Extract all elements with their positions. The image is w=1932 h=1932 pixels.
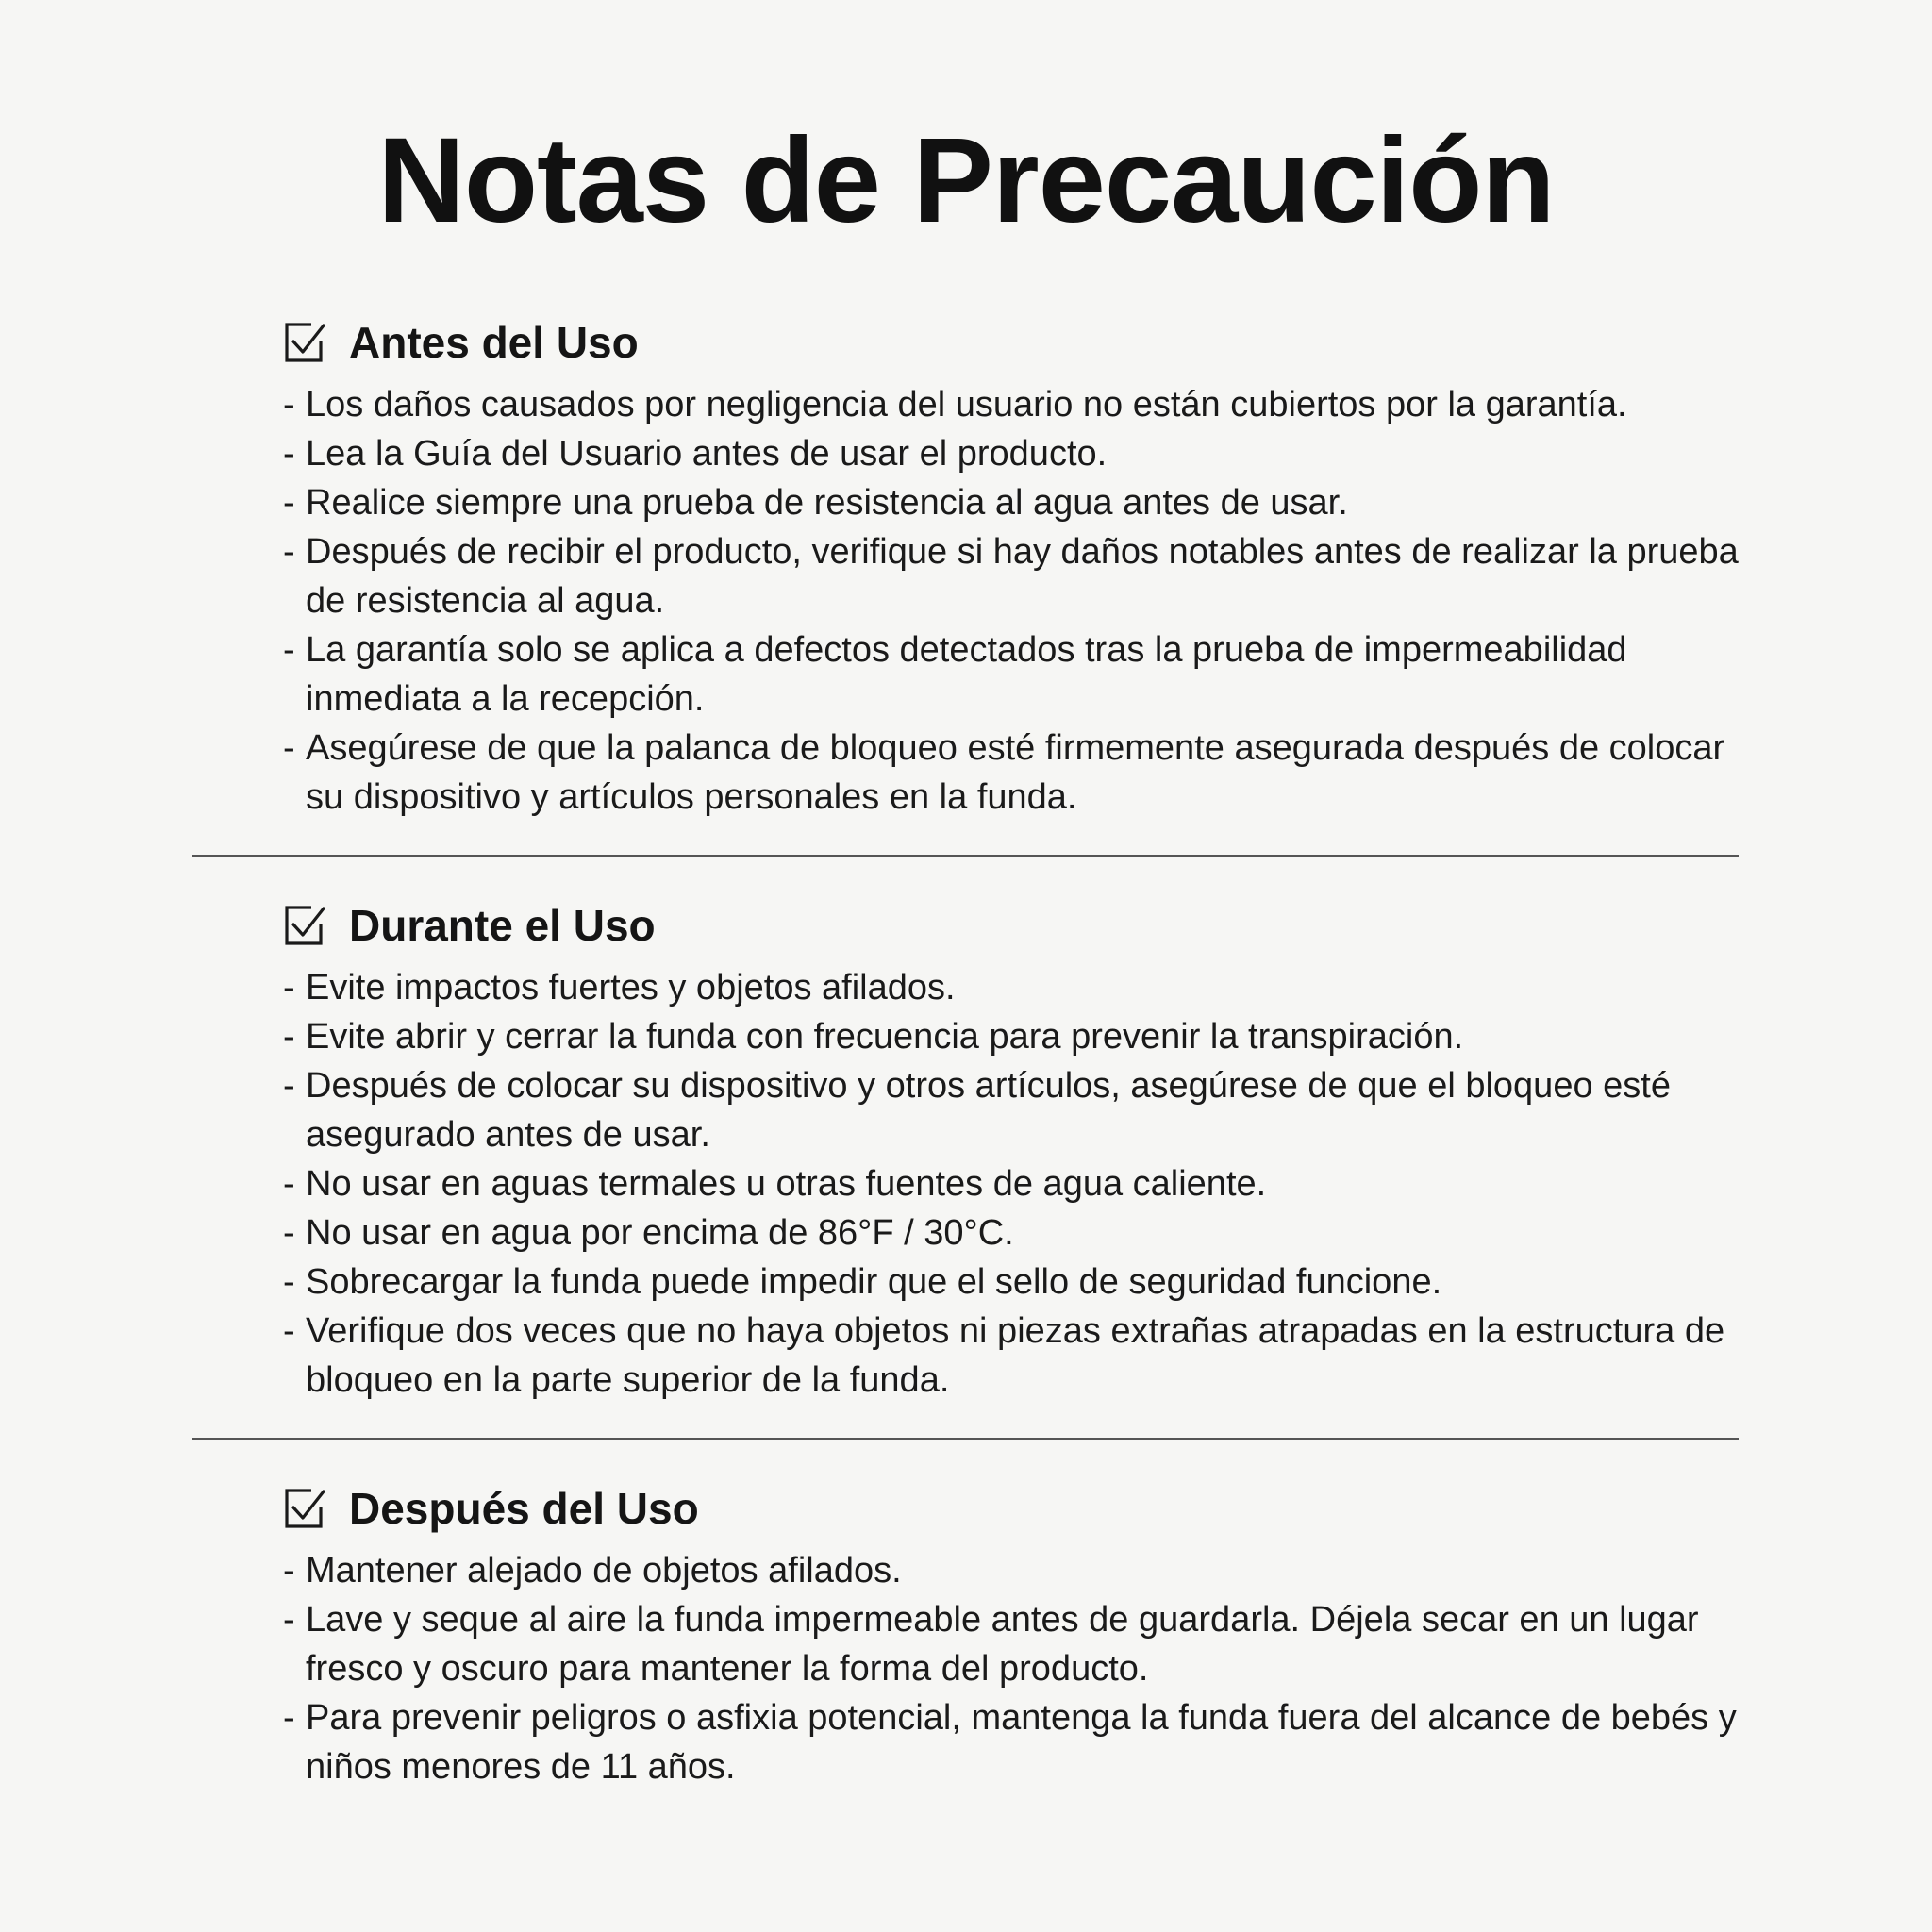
checkbox-checked-icon bbox=[283, 904, 326, 947]
precaution-list bbox=[283, 380, 1755, 822]
precaution-list bbox=[283, 963, 1755, 1405]
list-item-text: Lave y seque al aire la funda impermeable antes de guardarla. Déjela secar en un lugar fresco y oscuro para mantener la forma del producto. bbox=[306, 1600, 1699, 1689]
list-item-text: Para prevenir peligros o asfixia potencial, mantenga la funda fuera del alcance de bebés y niños menores de 11 años. bbox=[306, 1698, 1737, 1787]
list-marker: - bbox=[283, 1551, 295, 1591]
checkbox-checked-icon bbox=[283, 1487, 326, 1530]
page-title: Notas de Precaución bbox=[377, 113, 1555, 248]
list-item bbox=[283, 429, 1755, 478]
section-title: Después del Uso bbox=[349, 1484, 699, 1533]
list-item bbox=[283, 1257, 1755, 1307]
list-marker: - bbox=[283, 1164, 295, 1204]
section-before-use bbox=[283, 314, 1755, 822]
list-item bbox=[283, 625, 1755, 724]
list-marker: - bbox=[283, 385, 295, 425]
list-marker: - bbox=[283, 434, 295, 474]
list-item-text: La garantía solo se aplica a defectos detectados tras la prueba de impermeabilidad inmediata a la recepción. bbox=[306, 630, 1627, 719]
list-item bbox=[283, 1595, 1755, 1693]
list-marker: - bbox=[283, 1262, 295, 1302]
list-item-text: No usar en agua por encima de 86°F / 30°C. bbox=[306, 1213, 1014, 1253]
list-item-text: Asegúrese de que la palanca de bloqueo esté firmemente asegurada después de colocar su dispositivo y artículos personales en la funda. bbox=[306, 728, 1725, 817]
section-header bbox=[283, 1480, 1755, 1537]
list-item bbox=[283, 1546, 1755, 1595]
section-after-use bbox=[283, 1480, 1755, 1791]
section-during-use bbox=[283, 897, 1755, 1405]
list-item-text: Verifique dos veces que no haya objetos ni piezas extrañas atrapadas en la estructura de bloqueo en la parte superior de la funda. bbox=[306, 1311, 1725, 1400]
list-item-text: No usar en aguas termales u otras fuentes de agua caliente. bbox=[306, 1164, 1267, 1204]
list-item-text: Después de recibir el producto, verifique si hay daños notables antes de realizar la prueba de resistencia al agua. bbox=[306, 532, 1739, 621]
section-divider bbox=[192, 855, 1739, 857]
section-divider bbox=[192, 1438, 1739, 1440]
checkbox-checked-icon bbox=[283, 321, 326, 364]
section-title: Durante el Uso bbox=[349, 901, 656, 950]
list-marker: - bbox=[283, 1311, 295, 1351]
list-item bbox=[283, 1061, 1755, 1159]
list-item bbox=[283, 963, 1755, 1012]
list-item-text: Mantener alejado de objetos afilados. bbox=[306, 1551, 902, 1591]
list-marker: - bbox=[283, 1213, 295, 1253]
list-marker: - bbox=[283, 1600, 295, 1640]
list-marker: - bbox=[283, 532, 295, 572]
list-item bbox=[283, 527, 1755, 625]
list-item bbox=[283, 1208, 1755, 1257]
list-item bbox=[283, 1307, 1755, 1405]
list-item bbox=[283, 1012, 1755, 1061]
list-marker: - bbox=[283, 1698, 295, 1738]
list-item-text: Sobrecargar la funda puede impedir que el sello de seguridad funcione. bbox=[306, 1262, 1442, 1302]
list-item-text: Evite abrir y cerrar la funda con frecuencia para prevenir la transpiración. bbox=[306, 1017, 1464, 1057]
list-item-text: Los daños causados por negligencia del usuario no están cubiertos por la garantía. bbox=[306, 385, 1627, 425]
list-item bbox=[283, 1159, 1755, 1208]
section-header bbox=[283, 314, 1755, 371]
list-item-text: Realice siempre una prueba de resistencia al agua antes de usar. bbox=[306, 483, 1348, 523]
list-marker: - bbox=[283, 728, 295, 768]
list-item-text: Lea la Guía del Usuario antes de usar el producto. bbox=[306, 434, 1108, 474]
section-title: Antes del Uso bbox=[349, 318, 639, 367]
list-marker: - bbox=[283, 1017, 295, 1057]
list-marker: - bbox=[283, 968, 295, 1008]
list-item bbox=[283, 478, 1755, 527]
list-marker: - bbox=[283, 483, 295, 523]
list-item bbox=[283, 1693, 1755, 1791]
list-marker: - bbox=[283, 1066, 295, 1106]
list-item bbox=[283, 724, 1755, 822]
list-item bbox=[283, 380, 1755, 429]
list-item-text: Evite impactos fuertes y objetos afilados. bbox=[306, 968, 956, 1008]
section-header bbox=[283, 897, 1755, 954]
list-item-text: Después de colocar su dispositivo y otros artículos, asegúrese de que el bloqueo esté asegurado antes de usar. bbox=[306, 1066, 1671, 1155]
precaution-list bbox=[283, 1546, 1755, 1791]
list-marker: - bbox=[283, 630, 295, 670]
